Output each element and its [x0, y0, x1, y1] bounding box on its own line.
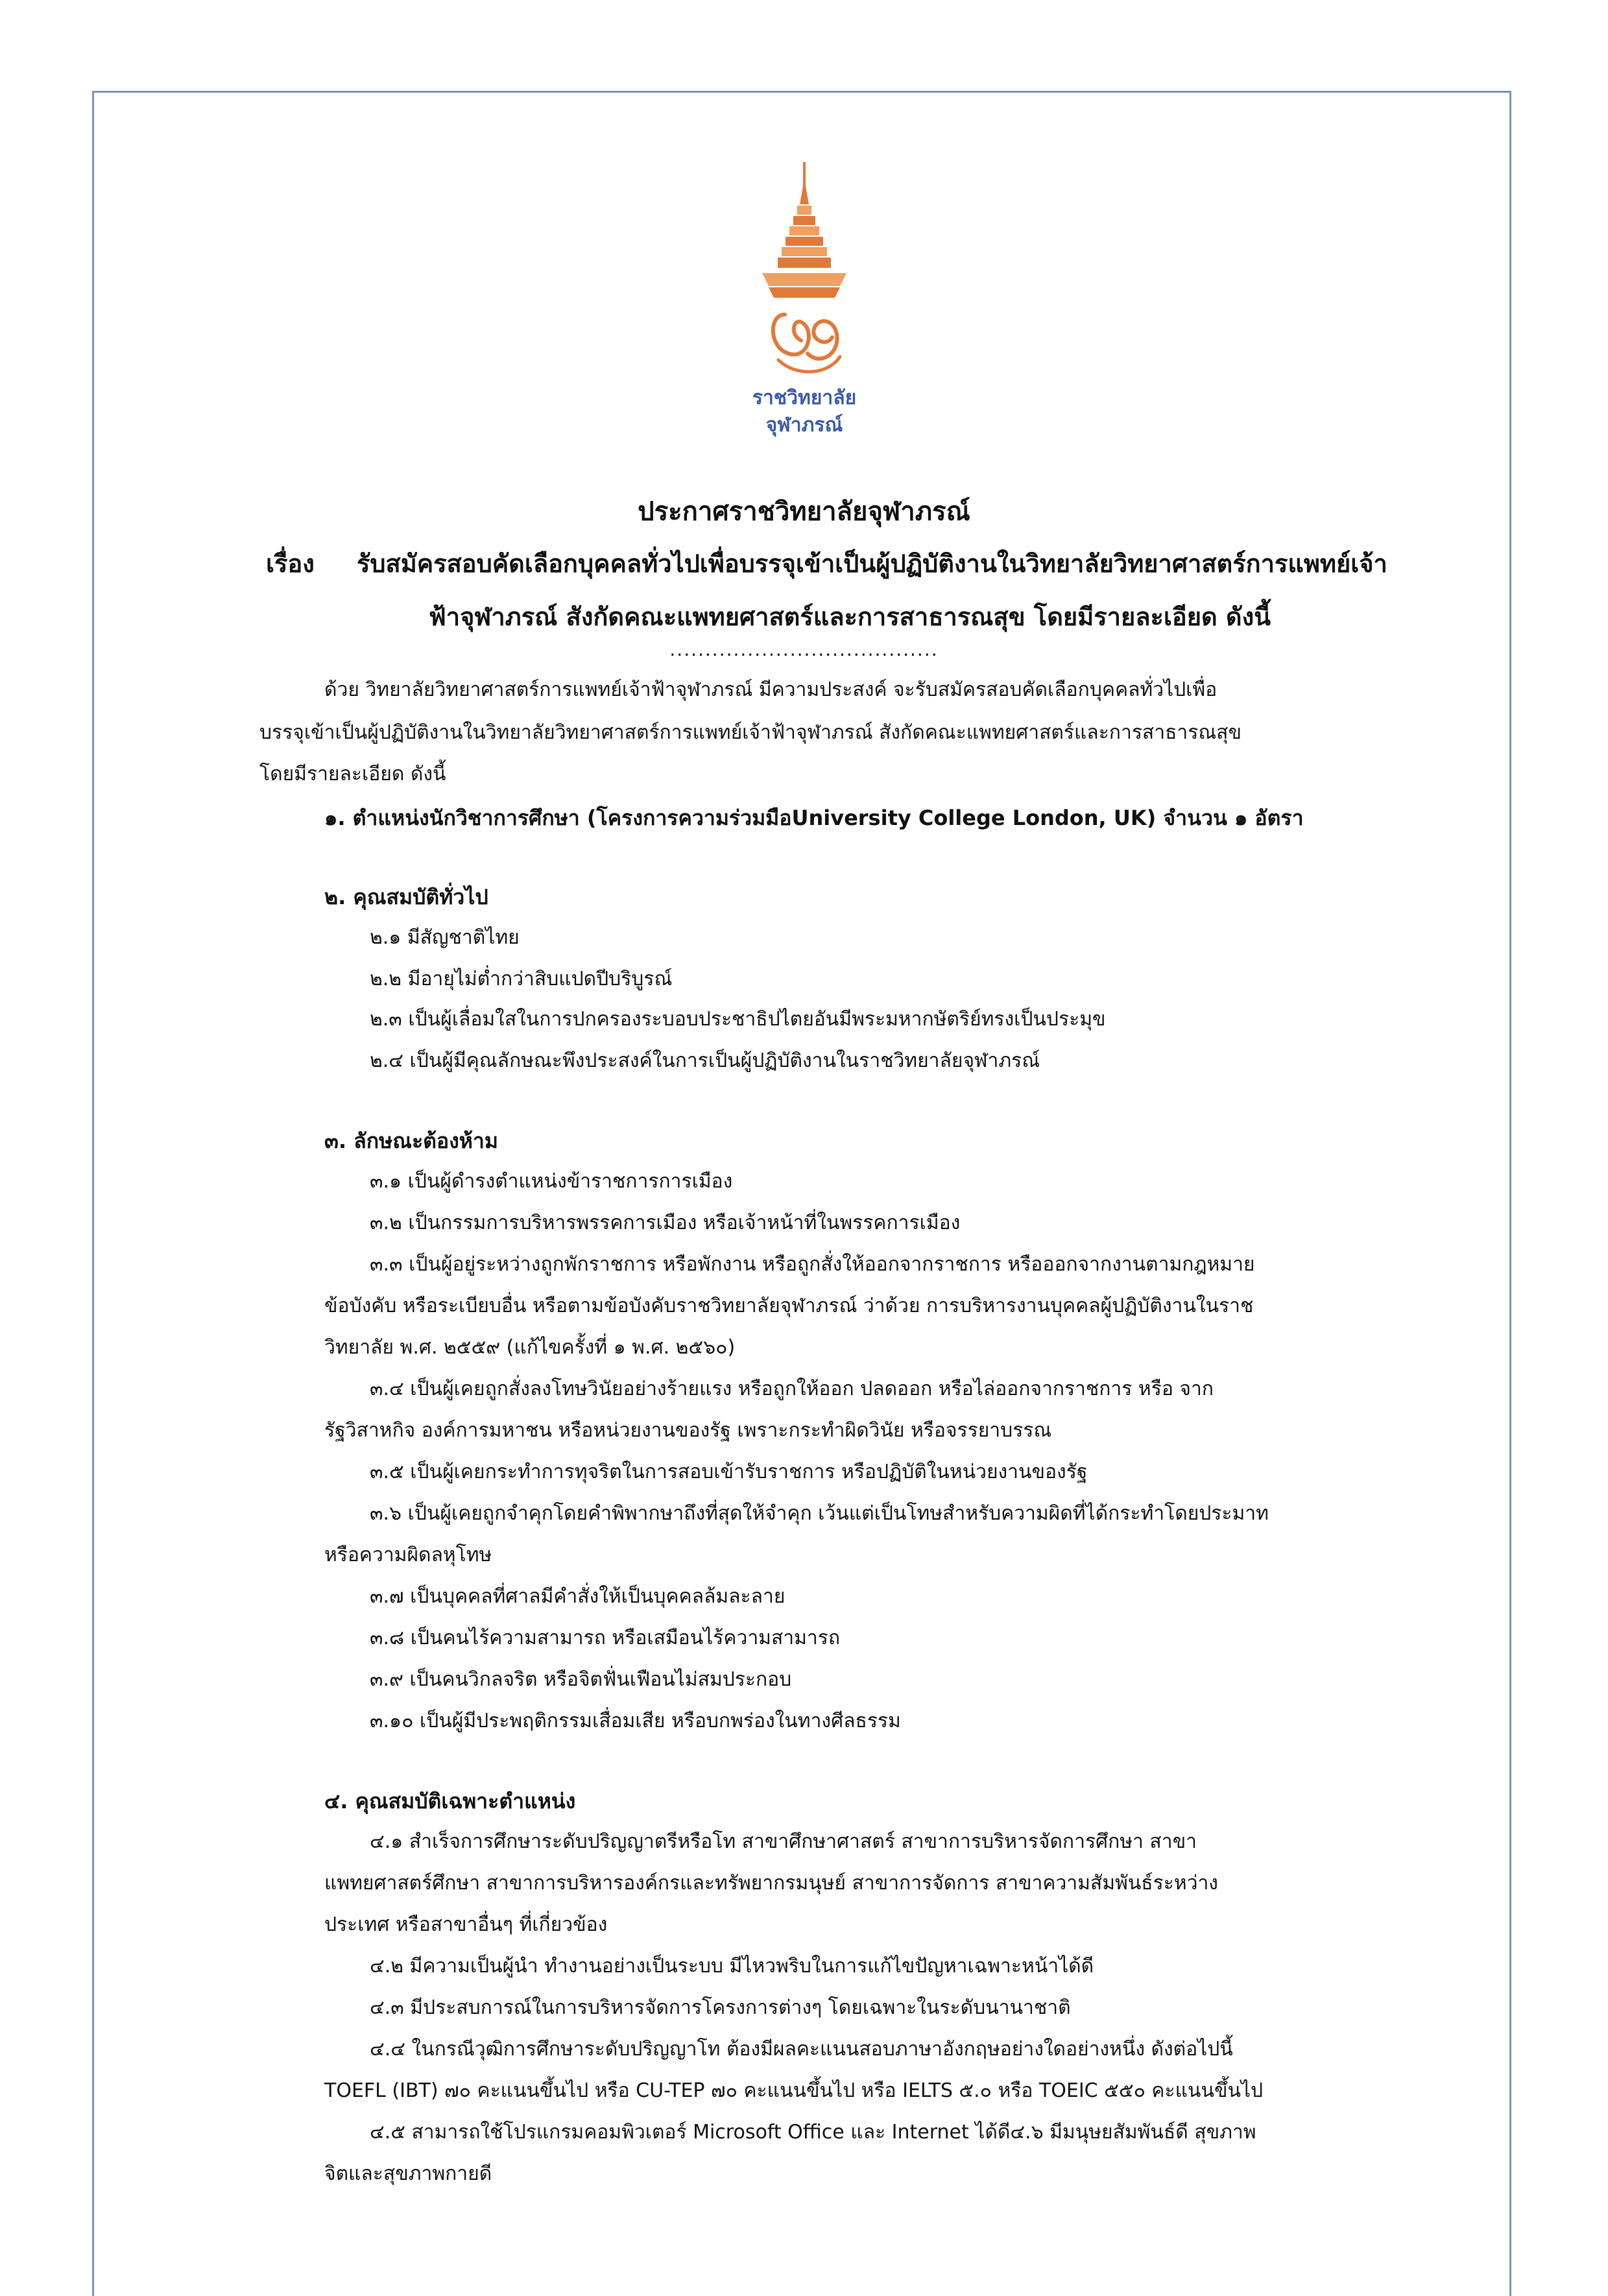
section-1-heading: ๑. ตำแหน่งนักวิชาการศึกษา (โครงการความร่วมมือUniversity College London, UK) จำนวน ๑ อัตรา	[324, 806, 1304, 830]
crown-emblem-icon	[749, 159, 859, 444]
title-separator: ......................................	[669, 639, 939, 660]
intro-line-3: โดยมีรายละเอียด ดังนี้	[259, 763, 446, 785]
intro-line-2: บรรจุเข้าเป็นผู้ปฏิบัติงานในวิทยาลัยวิทยาศาสตร์การแพทย์เจ้าฟ้าจุฬาภรณ์ สังกัดคณะแพทยศาสตร์และการสาธารณสุข	[259, 721, 1242, 744]
section-3-item-cont: วิทยาลัย พ.ศ. ๒๕๕๙ (แก้ไขครั้งที่ ๑ พ.ศ. ๒๕๖๐)	[324, 1336, 736, 1359]
section-4-item: ๔.๔ ในกรณีวุฒิการศึกษาระดับปริญญาโท ต้องมีผลคะแนนสอบภาษาอังกฤษอย่างใดอย่างหนึ่ง ดังต่อไปนี้	[370, 2038, 1233, 2061]
section-3-heading: ๓. ลักษณะต้องห้าม	[324, 1129, 498, 1153]
section-2-item: ๒.๒ มีอายุไม่ต่ำกว่าสิบแปดปีบริบูรณ์	[370, 968, 673, 990]
section-3-item-cont: หรือความผิดลหุโทษ	[324, 1544, 492, 1566]
logo-name-line2: จุฬาภรณ์	[765, 414, 843, 436]
section-3-item: ๓.๒ เป็นกรรมการบริหารพรรคการเมือง หรือเจ้าหน้าที่ในพรรคการเมือง	[370, 1212, 961, 1234]
section-2-item: ๒.๔ เป็นผู้มีคุณลักษณะพึงประสงค์ในการเป็นผู้ปฏิบัติงานในราชวิทยาลัยจุฬาภรณ์	[370, 1049, 1040, 1072]
section-2-item: ๒.๓ เป็นผู้เลื่อมใสในการปกครองระบอบประชาธิปไตยอันมีพระมหากษัตริย์ทรงเป็นประมุข	[370, 1008, 1106, 1031]
section-3-item-cont: ข้อบังคับ หรือระเบียบอื่น หรือตามข้อบังคับราชวิทยาลัยจุฬาภรณ์ ว่าด้วย การบริหารงานบุคคลผู้ปฏิบัติงานในราช	[324, 1295, 1254, 1317]
section-3-item: ๓.๘ เป็นคนไร้ความสามารถ หรือเสมือนไร้ความสามารถ	[370, 1627, 840, 1649]
section-4-item: ๔.๒ มีความเป็นผู้นำ ทำงานอย่างเป็นระบบ มีไหวพริบในการแก้ไขปัญหาเฉพาะหน้าได้ดี	[370, 1955, 1094, 1978]
section-4-item-cont: แพทยศาสตร์ศึกษา สาขาการบริหารองค์กรและทรัพยากรมนุษย์ สาขาการจัดการ สาขาความสัมพันธ์ระหว่าง	[324, 1872, 1218, 1895]
section-4-item-cont: TOEFL (IBT) ๗๐ คะแนนขึ้นไป หรือ CU-TEP ๗๐ คะแนนขึ้นไป หรือ IELTS ๕.๐ หรือ TOEIC ๕๕๐ คะแนนขึ้นไป	[324, 2079, 1264, 2102]
section-3-item: ๓.๙ เป็นคนวิกลจริต หรือจิตฟั่นเฟือนไม่สมประกอบ	[370, 1668, 792, 1691]
section-4-item: ๔.๑ สำเร็จการศึกษาระดับปริญญาตรีหรือโท สาขาศึกษาศาสตร์ สาขาการบริหารจัดการศึกษา สาขา	[370, 1830, 1197, 1853]
logo-name-line1: ราชวิทยาลัย	[752, 387, 857, 409]
section-4-heading: ๔. คุณสมบัติเฉพาะตำแหน่ง	[324, 1789, 576, 1813]
section-3-item: ๓.๖ เป็นผู้เคยถูกจำคุกโดยคำพิพากษาถึงที่สุดให้จำคุก เว้นแต่เป็นโทษสำหรับความผิดที่ได้กระทำโดยประมาท	[370, 1502, 1269, 1525]
announcement-title: ประกาศราชวิทยาลัยจุฬาภรณ์	[638, 497, 970, 527]
section-3-item-cont: รัฐวิสาหกิจ องค์การมหาชน หรือหน่วยงานของรัฐ เพราะกระทำผิดวินัย หรือจรรยาบรรณ	[324, 1419, 1052, 1442]
section-3-item: ๓.๑๐ เป็นผู้มีประพฤติกรรมเสื่อมเสีย หรือบกพร่องในทางศีลธรรม	[370, 1710, 901, 1732]
section-3-item: ๓.๑ เป็นผู้ดำรงตำแหน่งข้าราชการการเมือง	[370, 1170, 733, 1193]
intro-line-1: ด้วย วิทยาลัยวิทยาศาสตร์การแพทย์เจ้าฟ้าจุฬาภรณ์ มีความประสงค์ จะรับสมัครสอบคัดเลือกบุคคลทั่วไปเพื่อ	[324, 678, 1218, 701]
section-3-item: ๓.๕ เป็นผู้เคยกระทำการทุจริตในการสอบเข้ารับราชการ หรือปฏิบัติในหน่วยงานของรัฐ	[370, 1461, 1088, 1483]
section-4-item: ๔.๓ มีประสบการณ์ในการบริหารจัดการโครงการต่างๆ โดยเฉพาะในระดับนานาชาติ	[370, 1996, 1071, 2019]
subject-line-2: ฟ้าจุฬาภรณ์ สังกัดคณะแพทยศาสตร์และการสาธารณสุข โดยมีรายละเอียด ดังนี้	[428, 603, 1271, 631]
section-3-item: ๓.๓ เป็นผู้อยู่ระหว่างถูกพักราชการ หรือพักงาน หรือถูกสั่งให้ออกจากราชการ หรือออกจากงานตามกฎหมาย	[370, 1253, 1255, 1276]
subject-label: เรื่อง	[266, 549, 315, 578]
section-2-heading: ๒. คุณสมบัติทั่วไป	[324, 885, 488, 909]
section-4-item-cont: ประเทศ หรือสาขาอื่นๆ ที่เกี่ยวข้อง	[324, 1913, 608, 1936]
section-3-item: ๓.๔ เป็นผู้เคยถูกสั่งลงโทษวินัยอย่างร้ายแรง หรือถูกให้ออก ปลดออก หรือไล่ออกจากราชการ หรือ จาก	[370, 1378, 1214, 1400]
subject-line-1: รับสมัครสอบคัดเลือกบุคคลทั่วไปเพื่อบรรจุเข้าเป็นผู้ปฏิบัติงานในวิทยาลัยวิทยาศาสตร์การแพทย์เจ้า	[357, 549, 1387, 578]
section-4-item-cont: จิตและสุขภาพกายดี	[324, 2162, 492, 2185]
section-4-item: ๔.๕ สามารถใช้โปรแกรมคอมพิวเตอร์ Microsoft Office และ Internet ได้ดี๔.๖ มีมนุษยสัมพันธ์ดี สุขภาพ	[370, 2121, 1256, 2144]
section-3-item: ๓.๗ เป็นบุคคลที่ศาลมีคำสั่งให้เป็นบุคคลล้มละลาย	[370, 1585, 786, 1608]
section-2-item: ๒.๑ มีสัญชาติไทย	[370, 926, 520, 949]
institution-logo	[749, 159, 859, 444]
